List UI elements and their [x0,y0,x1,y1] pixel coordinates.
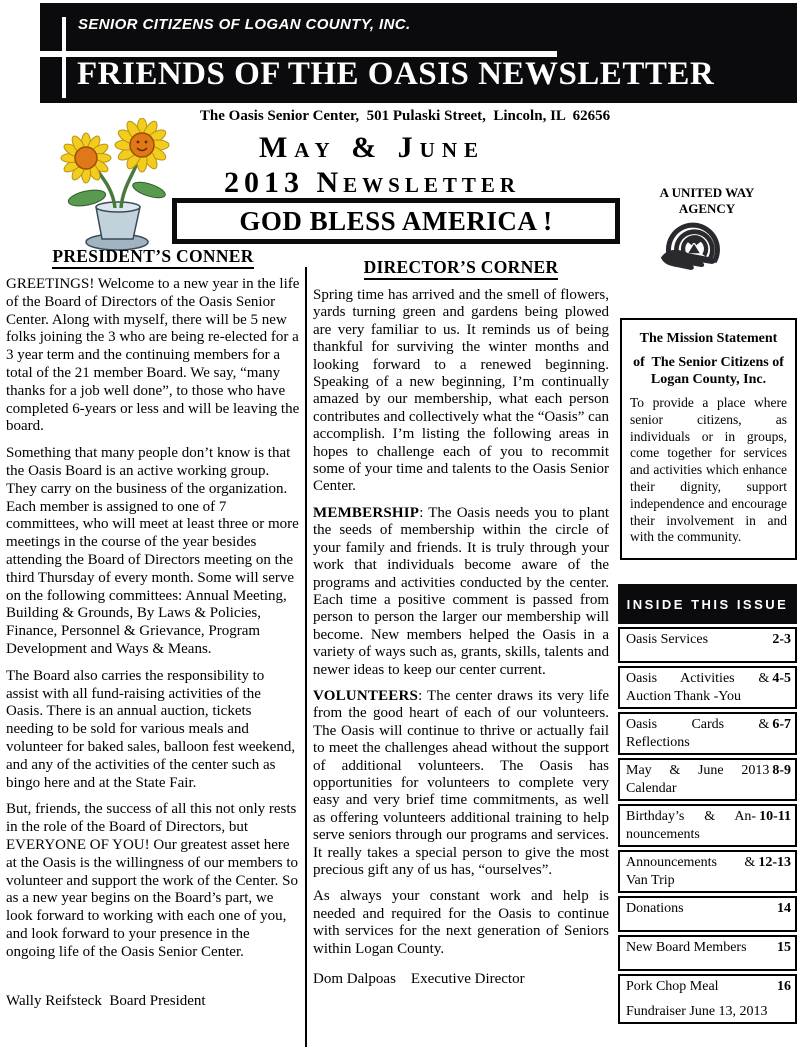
toc-item-label [626,978,777,1020]
director-signoff: Dom Dalpoas Executive Director [313,971,525,988]
president-signoff: Wally Reifsteck Board President [6,993,206,1010]
organization-name: SENIOR CITIZENS OF LOGAN COUNTY, INC. [78,16,411,33]
toc-item-pages: 2-3 [772,632,791,647]
presidents-corner-section [6,246,300,1010]
paragraph-lead: VOLUNTEERS [313,687,419,704]
mission-statement-box [620,318,797,560]
president-paragraph: The Board also carries the responsibility to assist with all fund-raising activities of the Oasis. There is an annual auction, tickets needing to be sold for various meals and volunteer for baked sales, balloon fest weekend, and any of the activities of the center such as bingo here and at the State Fair. [6,667,296,791]
toc-item-pages: 10-11 [759,809,791,824]
toc-item-label: New Board Members [626,940,747,955]
inside-this-issue [618,584,797,1024]
mission-heading-line1: The Mission Statement [639,331,778,346]
toc-item-pages: 6-7 [772,717,791,732]
toc-item-pages: 12-13 [758,855,791,870]
toc-item-title: Pork Chop Meal [626,979,719,994]
toc-row [618,896,797,932]
toc-item-label: Oasis Services [626,632,709,647]
newsletter-title: FRIENDS OF THE OASIS NEWSLETTER [77,56,715,92]
toc-row [618,627,797,663]
toc-item-label: May & June 2013 Calendar [626,763,770,796]
toc-item-label: Announcements & Van Trip [626,855,756,888]
toc-item-pages: 16 [777,979,791,994]
header-banner [40,3,797,103]
director-paragraph: VOLUNTEERS: The center draws its very life from the good heart of each of our volunteers. The Oasis will continue to thrive or actually fail to meet the challenges ahead without the support of additional volunteers. The Oasis has opportunities for volunteers to complete very easy and very brief time commitments, as well as offering volunteers additional training to help serve seniors through our programs and services. It really takes a special person to give the most precious gift any of us has, “ourselves”. [313,687,609,878]
toc-item-label: Oasis Activities & Auction Thank -You [626,671,770,704]
banner-vertical-rule [62,17,66,98]
director-paragraph: As always your constant work and help is needed and required for the Oasis to continue with services for the next generation of Seniors within Logan County. [313,888,609,957]
toc-item-pages: 15 [777,940,791,955]
united-way-line2: AGENCY [678,201,736,216]
paragraph-lead: MEMBERSHIP [313,504,420,521]
mission-heading-line2: of The Senior Citizens of [633,355,784,370]
issue-month: May & June [258,131,486,164]
presidents-corner-heading: PRESIDENT’S CONNER [6,246,300,269]
mission-heading-line3: Logan County, Inc. [650,372,767,387]
toc-row [618,758,797,801]
toc-item-label: Birthday’s & An-nouncements [626,809,757,842]
toc-item-pages: 8-9 [772,763,791,778]
center-address: The Oasis Senior Center, 501 Pulaski Street, Lincoln, IL 62656 [199,108,611,124]
toc-item-label: Oasis Cards & Reflections [626,717,770,750]
inside-this-issue-header: INSIDE THIS ISSUE [618,584,797,624]
issue-year: 2013 Newsletter [223,166,521,199]
god-bless-america-banner: GOD BLESS AMERICA ! [172,198,620,244]
united-way-line1: A UNITED WAY [659,185,755,200]
director-paragraph: Spring time has arrived and the smell of flowers, yards turning green and gardens being plowed are very familiar to us. It reminds us of being thankful for surviving the winter months and looking forward to a renewed beginning. Speaking of a new beginning, I’m continually amazed by our membership, what each person contributes and collectively what the “Oasis” can accomplish. I’m listing the following areas in hopes to challenge each of you to recommit some of your time and talents to the Oasis Senior Center. [313,287,609,495]
toc-row [618,935,797,971]
toc-item-pages: 4-5 [772,671,791,686]
toc-row [618,804,797,847]
united-way-logo [657,210,731,282]
toc-item-subtitle: Fundraiser June 13, 2013 [626,1003,768,1019]
toc-row [618,666,797,709]
toc-item-pages: 14 [777,901,791,916]
directors-corner-section [313,257,609,988]
directors-corner-heading: DIRECTOR’S CORNER [313,257,609,280]
toc-item-label: Donations [626,901,684,916]
sunflower-pot-image [55,118,185,254]
column-divider [305,267,307,1047]
director-paragraph: MEMBERSHIP: The Oasis needs you to plant the seeds of membership within the circle of your family and friends. It is truly through your work that individuals become aware of the programs and activities conducted by the center. Each time a positive comment is passed from person to person the larger our membership will become. New members helped the Oasis in a variety of ways such as, grants, skills, talents and newer ideas to keep our center current. [313,504,609,678]
president-paragraph: GREETINGS! Welcome to a new year in the life of the Board of Directors of the Oasis Senior Center. Along with myself, there will be 5 new folks joining the 3 who are being re-elected for a 3 year term and the continuing members for a total of the 21 member Board. We say, “many thanks for a job well done”, to those who have completed 6-years or less and will be leaving the board. [6,276,300,435]
toc-row [618,712,797,755]
toc-row [618,850,797,893]
issue-date [180,131,564,200]
mission-body: To provide a place where senior citizens, as individuals or in groups, come together for services and activities which enhance their dignity, support independence and encourage their involvement in and with the community. [630,395,787,545]
toc-row [618,974,797,1024]
president-paragraph: But, friends, the success of all this not only rests in the role of the Board of Directors, but EVERYONE OF YOU! Our greatest asset here at the Oasis is the willingness of our members to volunteer and support the work of the Center. So as a new year begins on the Board’s part, we look forward to working with each one of you, and look forward to your presence in the ongoing life of the Oasis Senior Center. [6,801,299,960]
president-paragraph: Something that many people don’t know is that the Oasis Board is an active working group. They carry on the business of the organization. Each member is assigned to one of 7 committees, who will meet at least three or more meetings in the course of the year besides attending the Board of Directors meeting on the third Thursday of every month. Some will serve on the following committees: Annual Meeting, Building & Grounds, By Laws & Policies, Finance, Personnel & Grievance, Program Development and Ways & Means. [6,445,299,657]
